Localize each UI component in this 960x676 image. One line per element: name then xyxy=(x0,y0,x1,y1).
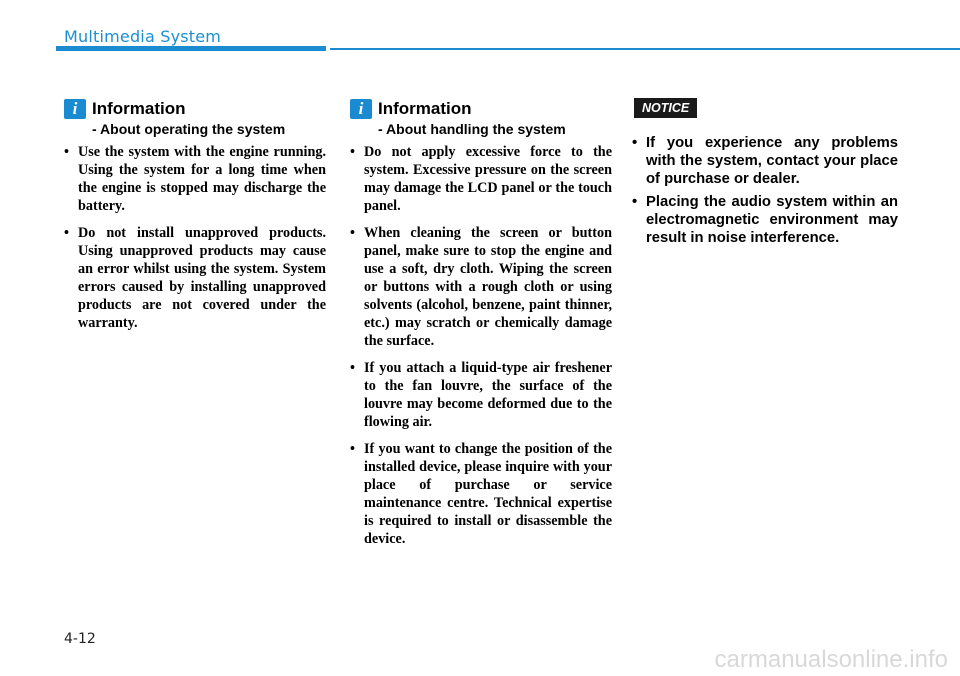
info-icon: i xyxy=(350,99,372,119)
info-heading xyxy=(64,98,326,120)
info-icon: i xyxy=(64,99,86,119)
list-item: • Do not apply excessive force to the system. Excessive pressure on the screen may damage the LCD panel or the touch panel. xyxy=(350,143,612,215)
watermark: carmanualsonline.info xyxy=(714,646,948,673)
section-title: Multimedia System xyxy=(64,27,222,46)
notice-block xyxy=(632,98,898,252)
info-block-operating xyxy=(64,98,326,341)
info-heading xyxy=(350,98,612,120)
list-item: • Use the system with the engine running. Using the system for a long time when the engine is stopped may discharge the battery. xyxy=(64,143,326,215)
info-bullet-list xyxy=(350,143,612,548)
info-block-handling xyxy=(350,98,612,557)
info-bullet-list xyxy=(64,143,326,332)
page-number: 4-12 xyxy=(64,631,96,647)
info-subtitle: - About operating the system xyxy=(92,121,286,137)
info-title: Information xyxy=(378,99,472,118)
list-item: • When cleaning the screen or button panel, make sure to stop the engine and use a soft, dry cloth. Wiping the screen or buttons with a rough cloth or using solvents (alcohol, benzene, paint thinner, etc.) may scratch or chemically damage the surface. xyxy=(350,224,612,350)
header-rule-thick xyxy=(56,46,326,51)
list-item: • If you want to change the position of the installed device, please inquire with your place of purchase or service maintenance centre. Technical expertise is required to install or disassemble the device. xyxy=(350,440,612,548)
list-item: • If you attach a liquid-type air freshener to the fan louvre, the surface of the louvre may become deformed due to the flowing air. xyxy=(350,359,612,431)
info-title: Information xyxy=(92,99,186,118)
list-item: • Placing the audio system within an electromagnetic environment may result in noise interference. xyxy=(632,193,898,247)
list-item: • If you experience any problems with the system, contact your place of purchase or dealer. xyxy=(632,134,898,188)
notice-bullet-list xyxy=(632,134,898,247)
notice-badge: NOTICE xyxy=(634,98,697,118)
info-subtitle: - About handling the system xyxy=(378,121,566,137)
header-rule-thin xyxy=(330,48,960,50)
list-item: • Do not install unapproved products. Using unapproved products may cause an error whilst using the system. System errors caused by installing unapproved products are not covered under the warranty. xyxy=(64,224,326,332)
